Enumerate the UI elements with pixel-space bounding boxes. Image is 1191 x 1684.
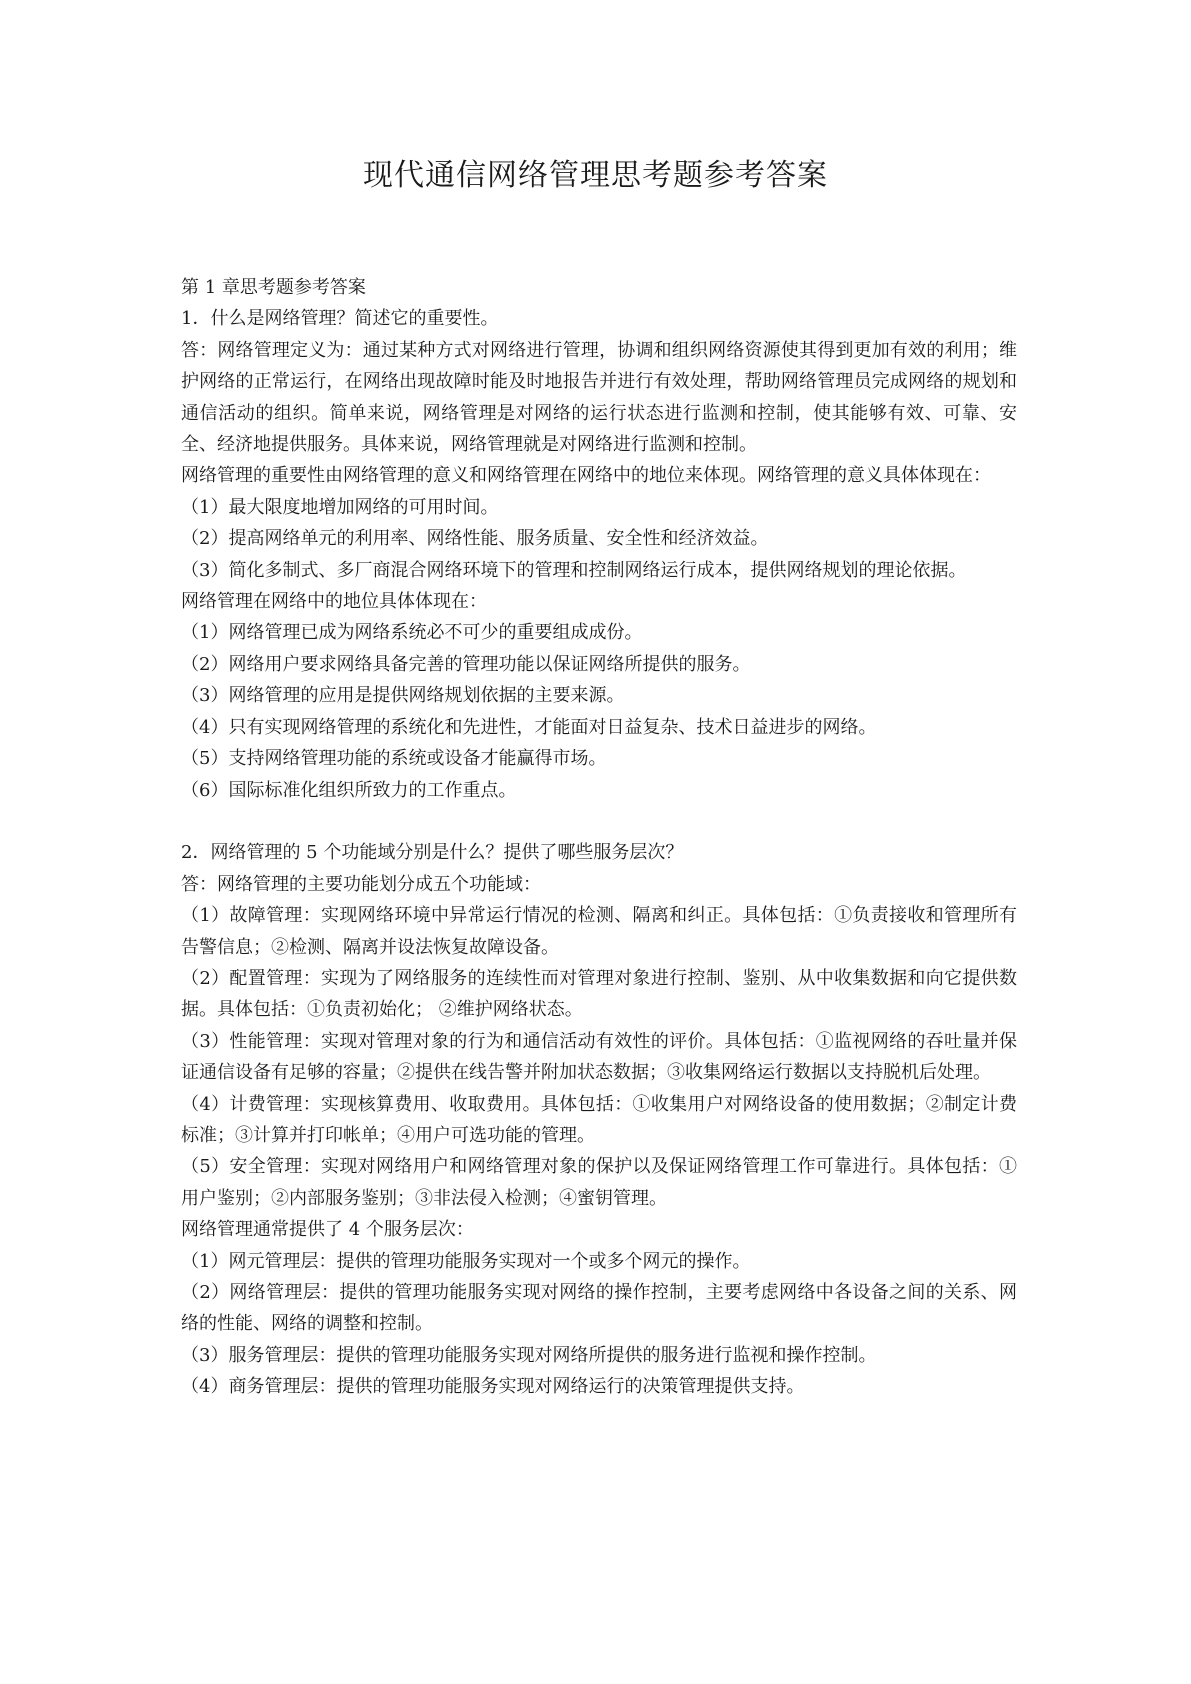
function-domain-item: （1）故障管理：实现网络环境中异常运行情况的检测、隔离和纠正。具体包括：①负责接收和管理所有告警信息；②检测、隔离并设法恢复故障设备。 [181,905,1017,958]
function-domain-item: （2）配置管理：实现为了网络服务的连续性而对管理对象进行控制、鉴别、从中收集数据和向它提供数据。具体包括：①负责初始化； ②维护网络状态。 [181,967,1017,1021]
position-item: （6）国际标准化组织所致力的工作重点。 [181,779,517,801]
document-title: 现代通信网络管理思考题参考答案 [363,158,828,193]
service-layer-item: （2）网络管理层：提供的管理功能服务实现对网络的操作控制，主要考虑网络中各设备之间的关系、网络的性能、网络的调整和控制。 [181,1281,1017,1335]
question-1: 1．什么是网络管理？简述它的重要性。 [181,308,499,330]
service-layer-item: （1）网元管理层：提供的管理功能服务实现对一个或多个网元的操作。 [181,1250,751,1272]
position-item: （5）支持网络管理功能的系统或设备才能赢得市场。 [181,748,607,770]
meaning-item: （3）简化多制式、多厂商混合网络环境下的管理和控制网络运行成本，提供网络规划的理论依据。 [181,559,967,581]
service-layer-item: （4）商务管理层：提供的管理功能服务实现对网络运行的决策管理提供支持。 [181,1376,805,1398]
document-body [181,272,1017,1403]
paragraph-spacer [181,806,1017,837]
position-intro: 网络管理在网络中的地位具体体现在： [181,591,487,613]
answer-1-definition: 答：网络管理定义为：通过某种方式对网络进行管理，协调和组织网络资源使其得到更加有效的利用；维护网络的正常运行，在网络出现故障时能及时地报告并进行有效处理，帮助网络管理员完成网络的规划和通信活动的组织。简单来说，网络管理是对网络的运行状态进行监测和控制，使其能够有效、可靠、安全、经济地提供服务。具体来说，网络管理就是对网络进行监测和控制。 [181,339,1017,456]
meaning-item: （1）最大限度地增加网络的可用时间。 [181,496,499,518]
position-item: （4）只有实现网络管理的系统化和先进性，才能面对日益复杂、技术日益进步的网络。 [181,716,877,738]
position-item: （3）网络管理的应用是提供网络规划依据的主要来源。 [181,685,625,707]
function-domain-item: （3）性能管理：实现对管理对象的行为和通信活动有效性的评价。具体包括：①监视网络的吞吐量并保证通信设备有足够的容量；②提供在线告警并附加状态数据；③收集网络运行数据以支持脱机后处理。 [181,1030,1017,1084]
layers-intro: 网络管理通常提供了 4 个服务层次： [181,1219,474,1241]
question-2: 2．网络管理的 5 个功能域分别是什么？提供了哪些服务层次？ [181,842,684,864]
position-item: （2）网络用户要求网络具备完善的管理功能以保证网络所提供的服务。 [181,653,751,675]
meaning-item: （2）提高网络单元的利用率、网络性能、服务质量、安全性和经济效益。 [181,528,769,550]
chapter-heading: 第 1 章思考题参考答案 [181,277,366,298]
function-domain-item: （5）安全管理：实现对网络用户和网络管理对象的保护以及保证网络管理工作可靠进行。具体包括：①用户鉴别；②内部服务鉴别；③非法侵入检测；④蜜钥管理。 [181,1156,1017,1209]
service-layer-item: （3）服务管理层：提供的管理功能服务实现对网络所提供的服务进行监视和操作控制。 [181,1344,877,1366]
function-domain-item: （4）计费管理：实现核算费用、收取费用。具体包括：①收集用户对网络设备的使用数据；②制定计费标准；③计算并打印帐单；④用户可选功能的管理。 [181,1093,1017,1146]
position-item: （1）网络管理已成为网络系统必不可少的重要组成成份。 [181,622,643,644]
importance-intro: 网络管理的重要性由网络管理的意义和网络管理在网络中的地位来体现。网络管理的意义具体体现在： [181,465,991,487]
answer-2-intro: 答：网络管理的主要功能划分成五个功能域： [181,873,541,895]
